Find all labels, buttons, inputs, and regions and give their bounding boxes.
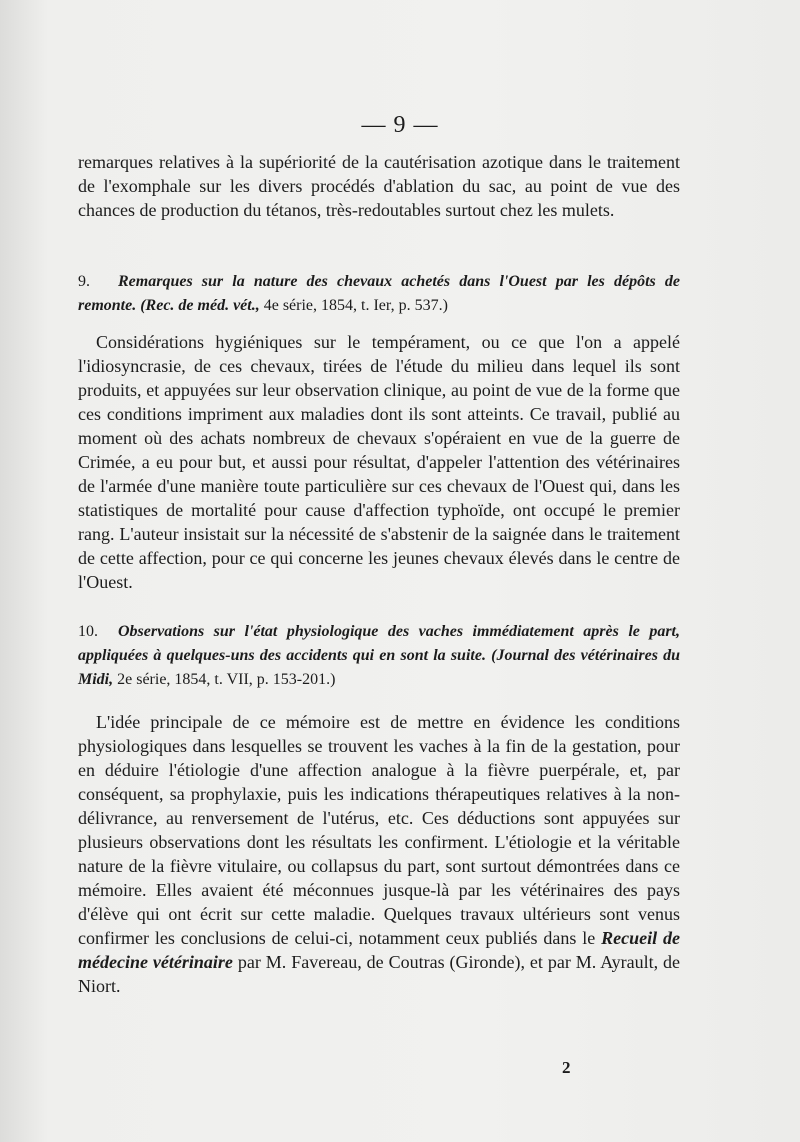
- bibliography-entry-10: [78, 620, 680, 692]
- signature-mark: 2: [562, 1058, 571, 1077]
- bibliography-entry-9: [78, 270, 680, 318]
- entry-number: 9.: [78, 273, 90, 290]
- paragraph-description-10: [78, 710, 680, 998]
- entry-source-journal: (Rec. de méd. vét.,: [140, 297, 260, 314]
- page-number: — 9 —: [361, 112, 439, 138]
- entry-title: Observations sur l'état physiologique des vaches immédiatement après le part, appliquées à quelques-uns des accidents qui en sont la suite.: [78, 623, 680, 664]
- paragraph-description-9: Considérations hygiéniques sur le tempérament, ou ce que l'on a appelé l'idiosyncrasie, de ces chevaux, tirées de l'étude du milieu dans lequel ils sont produits, et appuyées sur leur observation clinique, au point de vue de la forme que ces conditions impriment aux maladies dont ils sont atteints. Ce travail, publié au moment où des achats nombreux de chevaux s'opéraient en vue de la guerre de Crimée, a eu pour but, et aussi pour résultat, d'appeler l'attention des vétérinaires de l'armée d'une manière toute particulière sur ces chevaux de l'Ouest qui, dans les statistiques de mortalité pour cause d'affection typhoïde, ont occupé le premier rang. L'auteur insistait sur la nécessité de s'abstenir de la saignée dans le traitement de cette affection, pour ce qui concerne les jeunes chevaux élevés dans le centre de l'Ouest.: [78, 332, 680, 592]
- entry-number: 10.: [78, 623, 98, 640]
- journal-name: Recueil de médecine vétérinaire: [78, 928, 681, 972]
- entry-source-details: 2e série, 1854, t. VII, p. 153-201.): [117, 671, 336, 688]
- paragraph-text-end: par M. Favereau, de Coutras (Gironde), et par M. Ayrault, de Niort.: [78, 952, 681, 996]
- entry-source-journal: (Journal des vétérinaires du Midi,: [78, 647, 681, 688]
- paragraph-text: L'idée principale de ce mémoire est de mettre en évidence les conditions physiologiques dans lesquelles se trouvent les vaches à la fin de la gestation, pour en déduire l'étiologie d'une affection analogue à la fièvre puerpérale, et, par conséquent, sa prophylaxie, puis les indications thérapeutiques relatives à la non-délivrance, au renversement de l'utérus, etc. Ces déductions sont appuyées sur plusieurs observations dont les résultats les confirment. L'étiologie et la véritable nature de la fièvre vitulaire, ou collapsus du part, sont surtout démontrées dans ce mémoire. Elles avaient été méconnues jusque-là par les vétérinaires des pays d'élève qui ont écrit sur cette maladie. Quelques travaux ultérieurs sont venus confirmer les conclusions de celui-ci, notamment ceux publiés dans le: [78, 712, 680, 948]
- paragraph-continued: remarques relatives à la supériorité de la cautérisation azotique dans le traitement de l'exomphale sur les divers procédés d'ablation du sac, au point de vue des chances de production du tétanos, très-redoutables surtout chez les mulets.: [78, 152, 680, 220]
- entry-source-details: 4e série, 1854, t. Ier, p. 537.): [263, 297, 448, 314]
- entry-title: Remarques sur la nature des chevaux achetés dans l'Ouest par les dépôts de remonte.: [78, 273, 680, 314]
